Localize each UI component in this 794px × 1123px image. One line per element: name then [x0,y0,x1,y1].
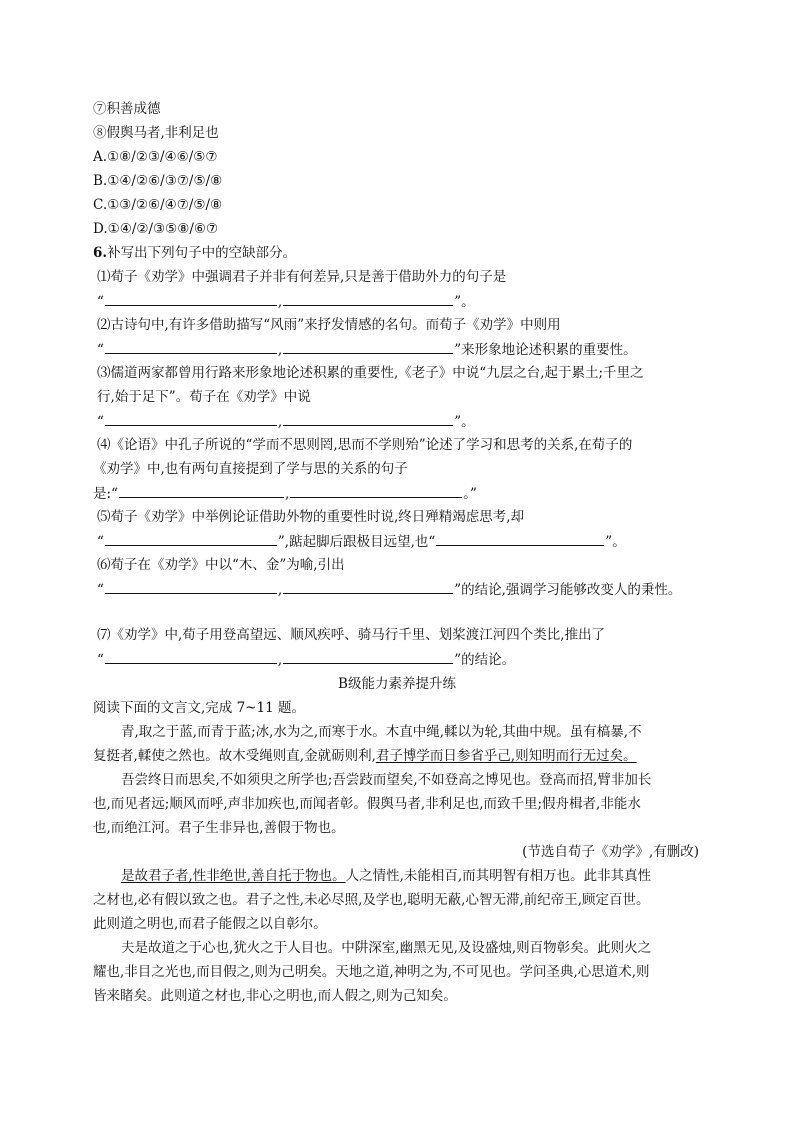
q6-part3-prompt-b: 行,始于足下”。荀子在《劝学》中说 [97,389,311,405]
passage-text: 复挺者,輮使之然也。故木受绳则直,金就砺则利, [93,748,376,764]
passage-text: 人之情性,未能相百,而其明智有相万也。此非其真性 [345,868,652,884]
answer-blank[interactable] [283,340,453,354]
passage-4-line-1: 夫是故道之于心也,犹火之于人目也。中阱深室,幽黑无见,及设盛烛,则百物彰矣。此则火之 [121,940,652,956]
q6-part2-prompt: ⑵古诗句中,有许多借助描写“风雨”来抒发情感的名句。而荀子《劝学》中则用 [97,317,561,333]
comma: , [277,582,283,598]
close-quote: ”来形象地论述积累的重要性。 [454,342,637,358]
close-quote: ”。 [605,534,626,550]
answer-blank[interactable] [105,340,277,354]
answer-blank[interactable] [283,650,453,664]
q6-part5-answer [97,532,626,551]
answer-blank[interactable] [105,292,277,306]
choice-a: A.①⑧/②③/④⑥/⑤⑦ [93,149,218,165]
section-heading: B级能力素养提升练 [338,676,456,692]
underlined-sentence: 君子博学而日参省乎己,则知明而行无过矣。 [375,748,637,764]
close-quote: 。” [463,486,477,502]
answer-blank[interactable] [105,650,277,664]
passage-3-line-1 [121,867,651,885]
choice-b: B.①④/②⑥/③⑦/⑤/⑧ [93,173,223,189]
comma: , [277,652,283,668]
passage-1-line-1: 青,取之于蓝,而青于蓝;冰,水为之,而寒于水。木直中绳,輮以为轮,其曲中规。虽有槁暴,不 [121,724,642,740]
passage-2-line-1: 吾尝终日而思矣,不如须臾之所学也;吾尝跂而望矣,不如登高之博见也。登高而招,臂非加长 [121,772,652,788]
answer-blank[interactable] [283,580,453,594]
option-item-8: ⑧假舆马者,非利足也 [93,125,219,141]
question-number: 6. [93,245,108,261]
answer-blank[interactable] [105,580,277,594]
q6-part4-answer [93,484,477,503]
q6-part2-answer [97,340,637,359]
passage-3-line-3: 此则道之明也,而君子能假之以自彰尔。 [93,916,327,932]
answer-blank[interactable] [105,532,277,546]
comma: , [277,414,283,430]
close-quote: ”的结论,强调学习能够改变人的秉性。 [454,582,682,598]
passage-2-line-3: 也,而绝江河。君子生非异也,善假于物也。 [93,820,345,836]
source-note: (节选自荀子《劝学》,有删改) [522,844,699,860]
open-quote: “ [97,294,104,310]
answer-blank[interactable] [283,292,453,306]
answer-blank[interactable] [105,412,277,426]
open-quote: “ [97,534,104,550]
choice-c: C.①③/②⑥/④⑦/⑤/⑧ [93,197,223,213]
passage-4-line-2: 耀也,非目之光也,而目假之,则为己明矣。天地之道,神明之为,不可见也。学问圣典,心思道术,则 [93,964,650,980]
q6-part6-prompt: ⑹荀子在《劝学》中以“木、金”为喻,引出 [97,557,345,573]
q6-part7-prompt: ⑺《劝学》中,荀子用登高望远、顺风疾呼、骑马行千里、划桨渡江河四个类比,推出了 [97,627,606,643]
q6-part3-prompt-a: ⑶儒道两家都曾用行路来形象地论述积累的重要性,《老子》中说“九层之台,起于累土;千里之 [97,365,644,381]
passage-1-line-2 [93,747,637,765]
q6-part6-answer [97,580,681,599]
middle-text: ”,踮起脚后跟极目远望,也“ [277,534,436,550]
comma: , [284,486,290,502]
open-quote: “ [97,582,104,598]
open-quote: “ [97,342,104,358]
close-quote: ”的结论。 [454,652,516,668]
q6-part1-answer [97,292,475,311]
close-quote: ”。 [454,414,475,430]
passage-2-line-2: 也,而见者远;顺风而呼,声非加疾也,而闻者彰。假舆马者,非利足也,而致千里;假舟楫者,非能水 [93,796,641,812]
open-quote: 是:“ [93,486,118,502]
answer-blank[interactable] [290,484,462,498]
q6-part4-prompt-b: 《劝学》中,也有两句直接提到了学与思的关系的句子 [93,461,408,477]
choice-d: D.①④/②/③⑤⑧/⑥⑦ [93,221,219,237]
close-quote: ”。 [454,294,475,310]
q6-part7-answer [97,650,515,669]
open-quote: “ [97,414,104,430]
q6-part1-prompt: ⑴荀子《劝学》中强调君子并非有何差异,只是善于借助外力的句子是 [97,269,507,285]
answer-blank[interactable] [119,484,284,498]
question-text: 补写出下列句子中的空缺部分。 [107,245,297,261]
passage-3-line-2: 之材也,必有假以致之也。君子之性,未必尽照,及学也,聪明无蔽,心智无滞,前纪帝王,顾定百世。 [93,892,650,908]
answer-blank[interactable] [436,532,604,546]
comma: , [277,294,283,310]
reading-instruction: 阅读下面的文言文,完成 7~11 题。 [93,700,305,716]
q6-part3-answer [97,412,475,431]
option-item-7: ⑦积善成德 [93,101,161,117]
q6-part4-prompt-a: ⑷《论语》中孔子所说的“学而不思则罔,思而不学则殆”论述了学习和思考的关系,在荀子的 [97,437,633,453]
answer-blank[interactable] [283,412,453,426]
question-6-title [93,244,296,262]
q6-part5-prompt: ⑸荀子《劝学》中举例论证借助外物的重要性时说,终日殚精竭虑思考,却 [97,509,525,525]
comma: , [277,342,283,358]
passage-4-line-3: 皆来睹矣。此则道之材也,非心之明也,而人假之,则为己知矣。 [93,988,457,1004]
underlined-sentence: 是故君子者,性非绝世,善自托于物也。 [121,868,346,884]
open-quote: “ [97,652,104,668]
